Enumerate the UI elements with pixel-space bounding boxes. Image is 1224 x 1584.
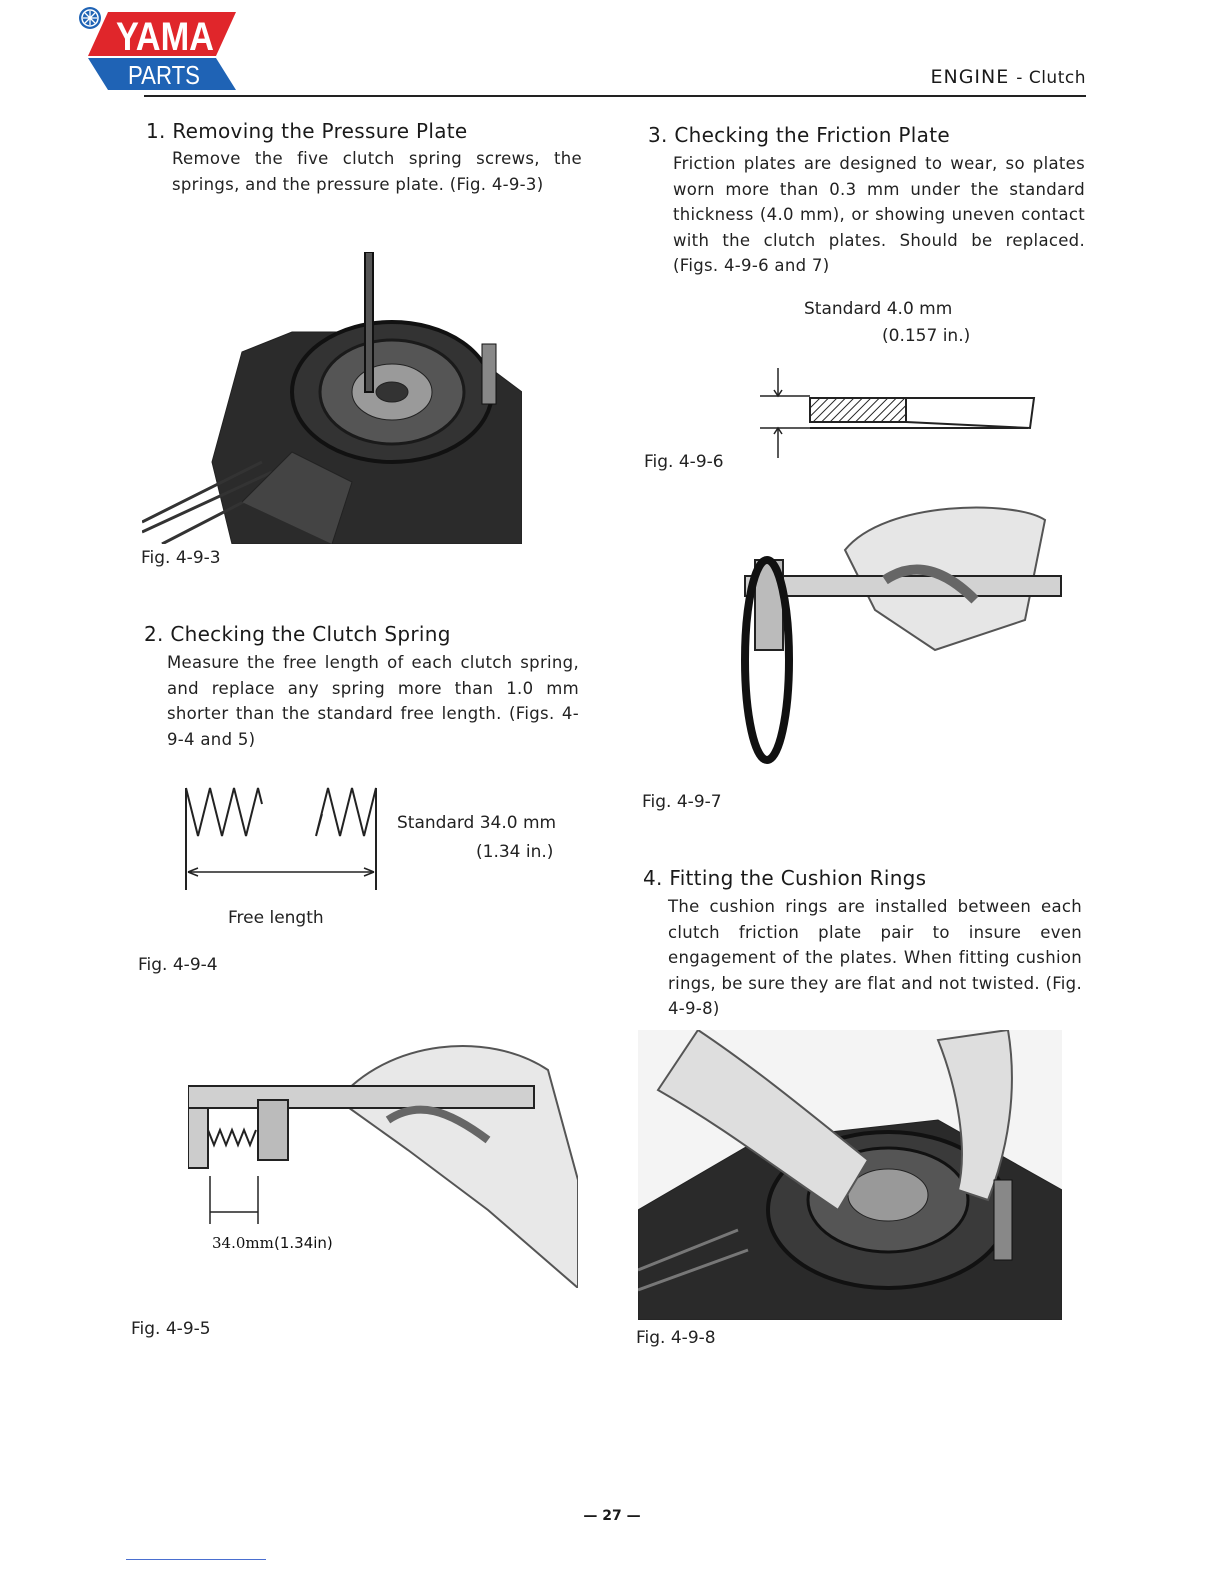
plate-standard-line1: Standard 4.0 mm	[804, 299, 953, 319]
section-4-body: The cushion rings are installed between each clutch friction plate pair to insure even engagement of the plates. When fitting cushion rings, be sure they are flat and not twisted. (Fig. 4-9-8)	[668, 897, 1082, 1018]
section-1-heading: 1. Removing the Pressure Plate	[146, 119, 468, 143]
section-2-body: Measure the free length of each clutch spring, and replace any spring more than 1.0 mm shorter than the standard free length. (Figs. 4-9-4 and 5)	[167, 653, 579, 749]
fig-4-9-4-caption: Fig. 4-9-4	[138, 955, 218, 975]
fig-4-9-6-caption: Fig. 4-9-6	[644, 452, 724, 472]
yamaha-parts-logo	[76, 6, 238, 94]
section-3-body: Friction plates are designed to wear, so plates worn more than 0.3 mm under the standard thickness (4.0 mm), or showing uneven contact with the clutch plates. Should be replaced. (Figs. 4-9-6 and 7)	[673, 154, 1085, 275]
spring-free-length-diagram	[182, 784, 382, 894]
logo-text-parts: PARTS	[128, 60, 200, 90]
cushion-ring-fitting-photo	[638, 1030, 1062, 1320]
footer-link-underline	[126, 1559, 266, 1560]
section-4-heading: 4. Fitting the Cushion Rings	[643, 866, 927, 890]
spring-standard-line2: (1.34 in.)	[476, 842, 554, 862]
pressure-plate-removal-photo	[142, 252, 522, 544]
fig-4-9-3-caption: Fig. 4-9-3	[141, 548, 221, 568]
caliper-mm-label: 34.0mm	[212, 1234, 274, 1252]
section-2-heading: 2. Checking the Clutch Spring	[144, 622, 451, 646]
section-1-body: Remove the five clutch spring screws, the springs, and the pressure plate. (Fig. 4-9-3)	[172, 149, 582, 194]
page-number: — 27 —	[583, 1508, 641, 1524]
spring-standard-line1: Standard 34.0 mm	[397, 813, 557, 833]
fig-4-9-8-caption: Fig. 4-9-8	[636, 1328, 716, 1348]
section-3-heading: 3. Checking the Friction Plate	[648, 123, 950, 147]
fig-4-9-7-caption: Fig. 4-9-7	[642, 792, 722, 812]
page-header-title	[930, 66, 1086, 88]
friction-plate-measurement-photo	[645, 500, 1065, 785]
caliper-spring-measurement-photo	[188, 1030, 578, 1288]
logo-text-yama: YAMA	[116, 15, 214, 59]
fig-4-9-5-caption: Fig. 4-9-5	[131, 1319, 211, 1339]
friction-plate-thickness-diagram	[758, 366, 1040, 462]
caliper-in-label: (1.34in)	[274, 1234, 333, 1252]
header-section: ENGINE	[930, 66, 1010, 88]
header-divider	[144, 95, 1086, 97]
plate-standard-line2: (0.157 in.)	[882, 326, 971, 346]
header-subsection: - Clutch	[1016, 68, 1086, 88]
free-length-label: Free length	[228, 908, 324, 928]
